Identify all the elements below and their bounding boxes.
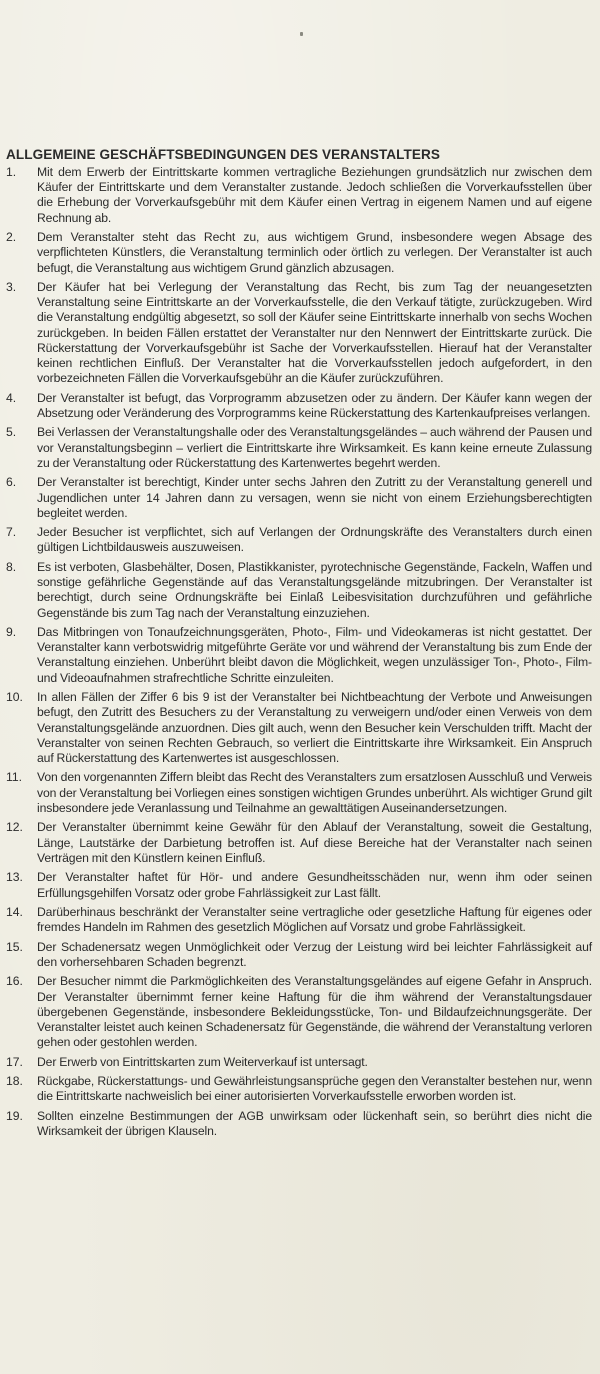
term-text: Mit dem Erwerb der Eintrittskarte kommen vertragliche Beziehungen grundsätzlich nur zwischen dem Käufer der Eintrittskarte und dem Veranstalter zustande. Jedoch schließen die Vorverkaufsstellen über die Erhebung der Vorverkaufsgebühr mit dem Käufer einen Vertrag in eigenem Namen und auf eigene Rechnung ab. (37, 165, 592, 225)
term-text: Der Veranstalter übernimmt keine Gewähr für den Ablauf der Veranstaltung, soweit die Gestaltung, Länge, Lautstärke der Darbietung betroffen ist. Auf diese Bereiche hat der Veranstalter nach seinen Verträgen mit den Künstlern keinen Einfluß. (37, 820, 592, 865)
term-number: 18. (6, 1074, 23, 1089)
term-number: 17. (6, 1054, 23, 1069)
term-item-18 (6, 1074, 592, 1104)
ink-speck (300, 32, 303, 36)
term-number: 11. (6, 770, 23, 785)
term-item-15 (6, 940, 592, 970)
term-text: Dem Veranstalter steht das Recht zu, aus wichtigem Grund, insbesondere wegen Absage des verpflichteten Künstlers, die Veranstaltung terminlich oder örtlich zu verlegen. Der Veranstalter ist auch befugt, die Veranstaltung aus wichtigem Grund gänzlich abzusagen. (37, 230, 592, 275)
term-item-11 (6, 770, 592, 816)
term-text: Der Käufer hat bei Verlegung der Veranstaltung das Recht, bis zum Tag der neuangesetzten Veranstaltung seine Eintrittskarte an der Vorverkaufsstelle, die den Verkauf tätigte, zurückzugeben. Wird die Veranstaltung endgültig abgesetzt, so soll der Käufer seine Eintrittskarte innerhalb von sechs Wochen zurückgeben. In beiden Fällen erstattet der Veranstalter nur den Nennwert der Eintrittskarte zurück. Die Rückerstattung der Vorverkaufsgebühr ist Sache der Vorverkaufsstellen. Hierauf hat der Veranstalter keinen rechtlichen Einfluß. Der Veranstalter hat die Vorverkaufsstellen jedoch aufgefordert, in den vorbezeichneten Fällen die Vorverkaufsgebühr an die Käufer zurückzuführen. (37, 280, 592, 386)
term-item-1 (6, 165, 592, 226)
term-item-5 (6, 425, 592, 471)
term-item-19 (6, 1109, 592, 1139)
term-item-13 (6, 870, 592, 900)
term-text: Der Veranstalter ist befugt, das Vorprogramm abzusetzen oder zu ändern. Der Käufer kann wegen der Absetzung oder Veränderung des Vorprogramms keine Rückerstattung des Kartenkaufpreises verlangen. (37, 390, 592, 420)
term-text: Darüberhinaus beschränkt der Veranstalter seine vertragliche oder gesetzliche Haftung für eigenes oder fremdes Handeln im Rahmen des gesetzlich Möglichen auf Vorsatz und grobe Fahrlässigkeit. (37, 905, 592, 935)
term-item-16 (6, 974, 592, 1050)
term-text: Rückgabe, Rückerstattungs- und Gewährleistungsansprüche gegen den Veranstalter bestehen nur, wenn die Eintrittskarte nachweislich bei einer autorisierten Vorverkaufsstelle erworben worden ist. (37, 1074, 592, 1104)
term-text: Der Erwerb von Eintrittskarten zum Weiterverkauf ist untersagt. (37, 1054, 368, 1069)
document-title: ALLGEMEINE GESCHÄFTSBEDINGUNGEN DES VERANSTALTERS (6, 147, 440, 162)
term-number: 5. (6, 425, 17, 440)
term-item-17 (6, 1055, 592, 1070)
term-item-8 (6, 560, 592, 621)
term-number: 12. (6, 820, 23, 835)
term-text: Jeder Besucher ist verpflichtet, sich auf Verlangen der Ordnungskräfte des Veranstalters durch einen gültigen Lichtbildausweis auszuweisen. (37, 525, 592, 555)
term-item-14 (6, 905, 592, 935)
term-text: Es ist verboten, Glasbehälter, Dosen, Plastikkanister, pyrotechnische Gegenstände, Fackeln, Waffen und sonstige gefährliche Gegenstände auf das Veranstaltungsgelände mitzubringen. Der Veranstalter ist berechtigt, durch seine Ordnungskräfte bei Einlaß Leibesvisitation durchzuführen und gefährliche Gegenstände bis zum Tag nach der Veranstaltung einzuziehen. (37, 559, 592, 620)
term-number: 4. (6, 390, 17, 405)
terms-list (6, 165, 592, 1139)
term-number: 19. (6, 1108, 23, 1123)
term-text: Das Mitbringen von Tonaufzeichnungsgeräten, Photo-, Film- und Videokameras ist nicht gestattet. Der Veranstalter kann verbotswidrig mitgeführte Geräte vor und während der Veranstaltung bis zum Ende der Veranstaltung einziehen. Unberührt bleibt davon die Möglichkeit, wegen unzulässiger Ton-, Photo-, Film- und Videoaufnahmen strafrechtliche Schritte einzuleiten. (37, 625, 592, 685)
term-text: Der Besucher nimmt die Parkmöglichkeiten des Veranstaltungsgeländes auf eigene Gefahr in Anspruch. Der Veranstalter übernimmt ferner keine Haftung für die ihm während der Veranstaltungsdauer übergebenen Gegenstände, insbesondere Bekleidungsstücke, Ton- und Bildaufzeichnungsgeräte. Der Veranstalter leistet auch keinen Schadenersatz für Gegenstände, die während der Veranstaltung verloren gehen oder gestohlen werden. (37, 974, 592, 1050)
term-number: 15. (6, 939, 23, 954)
term-item-2 (6, 230, 592, 276)
term-item-10 (6, 690, 592, 766)
terms-document (6, 147, 592, 1144)
term-number: 7. (6, 525, 17, 540)
term-number: 3. (6, 280, 17, 295)
term-number: 9. (6, 625, 17, 640)
term-number: 14. (6, 905, 23, 919)
term-text: Sollten einzelne Bestimmungen der AGB unwirksam oder lückenhaft sein, so berührt dies nicht die Wirksamkeit der übrigen Klauseln. (37, 1108, 592, 1139)
term-text: Bei Verlassen der Veranstaltungshalle oder des Veranstaltungsgeländes – auch während der Pausen und vor Veranstaltungsbeginn – verliert die Eintrittskarte ihre Wirksamkeit. Es kann keine erneute Zulassung zu der Veranstaltung oder Rückerstattung des Kartenwertes begehrt werden. (37, 425, 592, 470)
term-number: 6. (6, 475, 17, 490)
term-item-9 (6, 625, 592, 686)
term-number: 10. (6, 690, 23, 705)
term-text: Der Veranstalter haftet für Hör- und andere Gesundheitsschäden nur, wenn ihm oder seinen Erfüllungsgehilfen Vorsatz oder grobe Fahrlässigkeit zur Last fällt. (37, 870, 592, 900)
term-item-4 (6, 391, 592, 421)
term-text: Der Schadenersatz wegen Unmöglichkeit oder Verzug der Leistung wird bei leichter Fahrlässigkeit auf den vorhersehbaren Schaden begrenzt. (37, 939, 592, 969)
term-item-12 (6, 820, 592, 866)
term-number: 13. (6, 870, 23, 885)
term-text: In allen Fällen der Ziffer 6 bis 9 ist der Veranstalter bei Nichtbeachtung der Verbote und Anweisungen befugt, den Zutritt des Besuchers zu der Veranstaltung zu verweigern und/oder einen Verweis von dem Veranstaltungsgelände anzuordnen. Dies gilt auch, wenn den Besucher kein Verschulden trifft. Macht der Veranstalter von seinen Rechten Gebrauch, so verliert die Eintrittskarte ihre Wirksamkeit. Ein Anspruch auf Rückerstattung des Kartenwertes ist ausgeschlossen. (37, 690, 592, 765)
term-number: 1. (6, 165, 17, 179)
term-number: 2. (6, 230, 17, 245)
term-text: Von den vorgenannten Ziffern bleibt das Recht des Veranstalters zum ersatzlosen Ausschluß und Verweis von der Veranstaltung bei Vorliegen eines sonstigen wichtigen Grundes unberührt. Als wichtiger Grund gilt insbesondere jede Veranlassung und Teilnahme an gewalttätigen Auseinandersetzungen. (37, 770, 592, 815)
term-number: 16. (6, 974, 23, 989)
term-text: Der Veranstalter ist berechtigt, Kinder unter sechs Jahren den Zutritt zu der Veranstaltung generell und Jugendlichen unter 14 Jahren dann zu versagen, wenn sie nicht von einem Erziehungsberechtigten begleitet werden. (37, 475, 592, 520)
term-item-3 (6, 280, 592, 386)
term-number: 8. (6, 559, 17, 574)
term-item-6 (6, 475, 592, 521)
term-item-7 (6, 525, 592, 555)
